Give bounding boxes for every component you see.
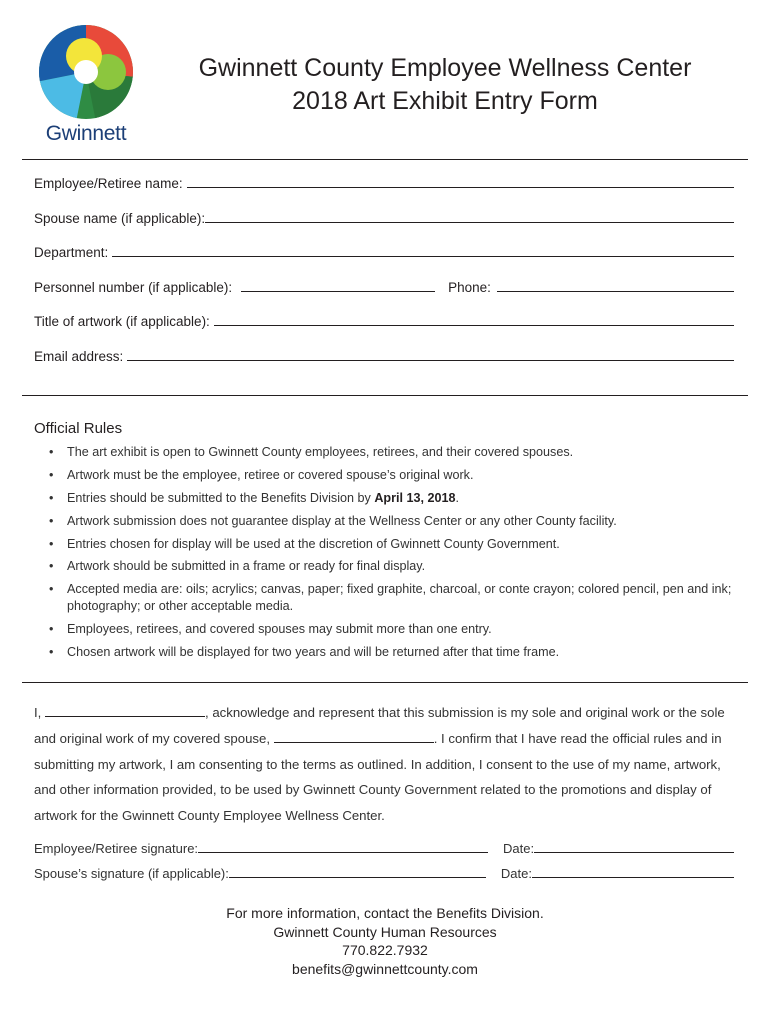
personnel-line[interactable] xyxy=(241,290,435,292)
signature-line[interactable] xyxy=(229,876,486,878)
spouse-signature-row[interactable] xyxy=(34,866,734,881)
rules-heading: Official Rules xyxy=(34,420,123,437)
field-label: Employee/Retiree name: xyxy=(34,176,183,191)
logo-wordmark: Gwinnett xyxy=(45,122,127,145)
footer-email[interactable]: benefits@gwinnettcounty.com xyxy=(292,960,478,977)
acknowledger-name-blank[interactable] xyxy=(45,704,205,717)
divider xyxy=(22,395,748,396)
field-line[interactable] xyxy=(205,221,734,223)
field-email[interactable] xyxy=(34,349,734,364)
list-item: • Chosen artwork will be displayed for two years and will be returned after that time frame. xyxy=(49,644,560,659)
signature-line[interactable] xyxy=(198,851,488,853)
list-item: • Employees, retirees, and covered spouses may submit more than one entry. xyxy=(49,621,492,636)
employee-signature-row[interactable] xyxy=(34,841,734,856)
rules-list xyxy=(34,444,734,667)
contact-footer xyxy=(0,904,770,978)
page-title xyxy=(150,52,740,118)
divider xyxy=(22,159,748,160)
field-label: Department: xyxy=(34,245,109,260)
signature-label: Spouse’s signature (if applicable): xyxy=(34,866,229,881)
field-artwork-title[interactable] xyxy=(34,314,734,329)
spouse-name-blank[interactable] xyxy=(274,730,434,743)
field-line[interactable] xyxy=(214,324,734,326)
field-spouse-name[interactable] xyxy=(34,211,734,226)
title-line-2: 2018 Art Exhibit Entry Form xyxy=(292,87,598,115)
footer-phone[interactable]: 770.822.7932 xyxy=(342,942,428,958)
list-item: • The art exhibit is open to Gwinnett County employees, retirees, and their covered spouses. xyxy=(49,445,574,459)
field-personnel-phone[interactable] xyxy=(34,280,734,295)
title-line-1: Gwinnett County Employee Wellness Center xyxy=(198,54,692,82)
list-item: • Artwork must be the employee, retiree or covered spouse’s original work. xyxy=(49,467,474,482)
deadline: April 13, 2018 xyxy=(374,490,456,505)
date-line[interactable] xyxy=(532,876,734,878)
date-label: Date: xyxy=(503,841,535,856)
field-line[interactable] xyxy=(112,255,734,257)
field-label: Title of artwork (if applicable): xyxy=(34,314,210,329)
field-line[interactable] xyxy=(127,359,734,361)
gwinnett-logo xyxy=(36,22,136,147)
date-line[interactable] xyxy=(534,851,734,853)
list-item: • Artwork should be submitted in a frame or ready for final display. xyxy=(49,559,426,574)
acknowledgement: I, , acknowledge and represent that this submission is my sole and original work or the sole and original work of my covered spouse, . I confirm that I have read the official rules and in submitting my artwork, I am consenting to the terms as outlined. In addition, I consent to the use of my name, artwork, and other information provided, to be used by Gwinnett County Government related to the promotions and display of artwork for the Gwinnett County Employee Wellness Center. xyxy=(34,705,725,824)
logo-circle-icon xyxy=(36,22,136,122)
divider xyxy=(22,682,748,683)
list-item: • Entries chosen for display will be used at the discretion of Gwinnett County Government. xyxy=(49,536,560,551)
list-item: • Artwork submission does not guarantee display at the Wellness Center or any other County facility. xyxy=(49,513,617,528)
field-department[interactable] xyxy=(34,245,734,260)
field-label: Spouse name (if applicable): xyxy=(34,211,206,226)
field-employee-name[interactable] xyxy=(34,176,734,191)
list-item: • Accepted media are: oils; acrylics; canvas, paper; fixed graphite, charcoal, or conte crayon; colored pencil, pen and ink; photography; or other acceptable media. xyxy=(49,582,732,613)
footer-line-2: Gwinnett County Human Resources xyxy=(273,923,497,940)
field-label: Phone: xyxy=(448,280,491,295)
field-label: Personnel number (if applicable): xyxy=(34,280,233,295)
signature-label: Employee/Retiree signature: xyxy=(34,841,199,856)
field-line[interactable] xyxy=(187,186,734,188)
date-label: Date: xyxy=(500,866,532,881)
field-label: Email address: xyxy=(34,349,124,364)
list-item: • Entries should be submitted to the Benefits Division by April 13, 2018. xyxy=(49,490,460,505)
phone-line[interactable] xyxy=(497,290,734,292)
footer-line-1: For more information, contact the Benefits Division. xyxy=(226,905,544,921)
